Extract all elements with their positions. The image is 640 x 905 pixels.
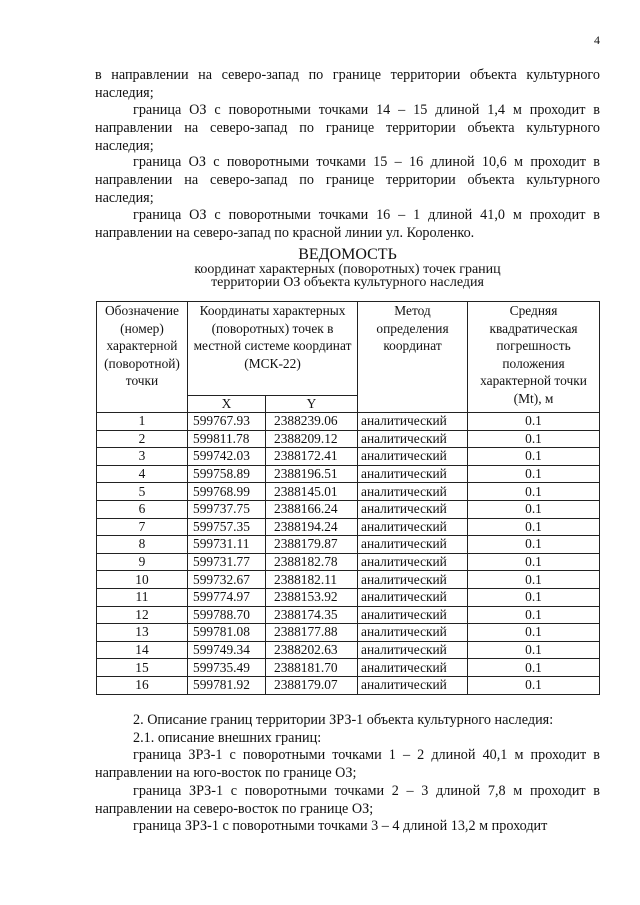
x-coordinate: 599757.35 xyxy=(188,518,266,536)
table-row xyxy=(97,518,600,536)
table-row xyxy=(97,448,600,466)
method: аналитический xyxy=(358,430,468,448)
y-coordinate: 2388182.78 xyxy=(266,553,358,571)
y-coordinate: 2388181.70 xyxy=(266,659,358,677)
method: аналитический xyxy=(358,500,468,518)
point-number: 13 xyxy=(97,624,188,642)
table-row xyxy=(97,676,600,694)
point-number: 14 xyxy=(97,641,188,659)
table-row xyxy=(97,641,600,659)
table-row xyxy=(97,483,600,501)
accuracy: 0.1 xyxy=(468,624,600,642)
accuracy: 0.1 xyxy=(468,659,600,677)
method: аналитический xyxy=(358,659,468,677)
accuracy: 0.1 xyxy=(468,588,600,606)
point-number: 1 xyxy=(97,413,188,431)
accuracy: 0.1 xyxy=(468,536,600,554)
coordinates-table xyxy=(96,301,600,695)
method: аналитический xyxy=(358,676,468,694)
point-number: 6 xyxy=(97,500,188,518)
point-number: 4 xyxy=(97,465,188,483)
x-coordinate: 599749.34 xyxy=(188,641,266,659)
x-coordinate: 599742.03 xyxy=(188,448,266,466)
y-coordinate: 2388239.06 xyxy=(266,413,358,431)
y-coordinate: 2388202.63 xyxy=(266,641,358,659)
point-number: 12 xyxy=(97,606,188,624)
table-row xyxy=(97,413,600,431)
y-coordinate: 2388196.51 xyxy=(266,465,358,483)
point-number: 2 xyxy=(97,430,188,448)
accuracy: 0.1 xyxy=(468,606,600,624)
point-number: 10 xyxy=(97,571,188,589)
method: аналитический xyxy=(358,448,468,466)
method: аналитический xyxy=(358,413,468,431)
x-coordinate: 599811.78 xyxy=(188,430,266,448)
point-number: 7 xyxy=(97,518,188,536)
statement-title: ВЕДОМОСТЬ xyxy=(298,246,397,263)
x-coordinate: 599781.08 xyxy=(188,624,266,642)
header-designation: Обозначение (номер) характерной (поворотной) точки xyxy=(97,302,188,413)
point-number: 9 xyxy=(97,553,188,571)
accuracy: 0.1 xyxy=(468,553,600,571)
section-paragraph: граница ЗРЗ-1 с поворотными точками 3 – 4 длиной 13,2 м проходит xyxy=(133,818,548,834)
accuracy: 0.1 xyxy=(468,430,600,448)
accuracy: 0.1 xyxy=(468,483,600,501)
accuracy: 0.1 xyxy=(468,518,600,536)
accuracy: 0.1 xyxy=(468,465,600,483)
table-row xyxy=(97,659,600,677)
method: аналитический xyxy=(358,483,468,501)
x-coordinate: 599735.49 xyxy=(188,659,266,677)
table-row xyxy=(97,606,600,624)
point-number: 15 xyxy=(97,659,188,677)
table-row xyxy=(97,430,600,448)
section-heading: 2. Описание границ территории ЗРЗ-1 объекта культурного наследия: xyxy=(133,712,554,728)
intro-paragraph: граница ОЗ с поворотными точками 15 – 16 длиной 10,6 м проходит в направлении на северо-запад по границе территории объекта культурного наследия; xyxy=(95,154,600,206)
statement-subtitle-1: координат характерных (поворотных) точек границ xyxy=(194,262,501,277)
x-coordinate: 599781.92 xyxy=(188,676,266,694)
point-number: 11 xyxy=(97,588,188,606)
method: аналитический xyxy=(358,624,468,642)
method: аналитический xyxy=(358,536,468,554)
method: аналитический xyxy=(358,641,468,659)
point-number: 8 xyxy=(97,536,188,554)
x-coordinate: 599767.93 xyxy=(188,413,266,431)
header-accuracy: Средняя квадратическая погрешность положения характерной точки (Mt), м xyxy=(468,302,600,413)
intro-paragraph: граница ОЗ с поворотными точками 14 – 15 длиной 1,4 м проходит в направлении на северо-запад по границе территории объекта культурного наследия; xyxy=(95,102,600,154)
intro-paragraph: в направлении на северо-запад по границе территории объекта культурного наследия; xyxy=(95,67,600,101)
method: аналитический xyxy=(358,553,468,571)
point-number: 5 xyxy=(97,483,188,501)
method: аналитический xyxy=(358,606,468,624)
statement-subtitle-2: территории ОЗ объекта культурного наследия xyxy=(211,275,484,290)
table-row xyxy=(97,571,600,589)
table-row xyxy=(97,465,600,483)
y-coordinate: 2388172.41 xyxy=(266,448,358,466)
accuracy: 0.1 xyxy=(468,571,600,589)
y-coordinate: 2388179.07 xyxy=(266,676,358,694)
y-coordinate: 2388177.88 xyxy=(266,624,358,642)
y-coordinate: 2388194.24 xyxy=(266,518,358,536)
y-coordinate: 2388209.12 xyxy=(266,430,358,448)
y-coordinate: 2388145.01 xyxy=(266,483,358,501)
point-number: 3 xyxy=(97,448,188,466)
y-coordinate: 2388153.92 xyxy=(266,588,358,606)
table-row xyxy=(97,500,600,518)
accuracy: 0.1 xyxy=(468,500,600,518)
method: аналитический xyxy=(358,571,468,589)
x-coordinate: 599774.97 xyxy=(188,588,266,606)
accuracy: 0.1 xyxy=(468,413,600,431)
x-coordinate: 599731.11 xyxy=(188,536,266,554)
y-coordinate: 2388182.11 xyxy=(266,571,358,589)
section-subheading: 2.1. описание внешних границ: xyxy=(133,730,322,746)
accuracy: 0.1 xyxy=(468,641,600,659)
intro-paragraph: граница ОЗ с поворотными точками 16 – 1 длиной 41,0 м проходит в направлении на северо-запад по красной линии ул. Короленко. xyxy=(95,207,600,241)
y-coordinate: 2388166.24 xyxy=(266,500,358,518)
y-coordinate: 2388174.35 xyxy=(266,606,358,624)
x-coordinate: 599737.75 xyxy=(188,500,266,518)
page-number: 4 xyxy=(594,33,600,47)
point-number: 16 xyxy=(97,676,188,694)
x-coordinate: 599788.70 xyxy=(188,606,266,624)
method: аналитический xyxy=(358,518,468,536)
x-coordinate: 599758.89 xyxy=(188,465,266,483)
header-x: X xyxy=(188,396,266,413)
method: аналитический xyxy=(358,465,468,483)
table-row xyxy=(97,588,600,606)
header-coordinates: Координаты характерных (поворотных) точек в местной системе координат (МСК-22) xyxy=(188,302,358,396)
y-coordinate: 2388179.87 xyxy=(266,536,358,554)
statement-title-block xyxy=(95,247,600,289)
section-paragraph: граница ЗРЗ-1 с поворотными точками 2 – 3 длиной 7,8 м проходит в направлении на северо-восток по границе ОЗ; xyxy=(95,783,600,817)
x-coordinate: 599732.67 xyxy=(188,571,266,589)
table-row xyxy=(97,536,600,554)
header-method: Метод определения координат xyxy=(358,302,468,413)
x-coordinate: 599731.77 xyxy=(188,553,266,571)
header-y: Y xyxy=(266,396,358,413)
table-row xyxy=(97,553,600,571)
accuracy: 0.1 xyxy=(468,676,600,694)
table-row xyxy=(97,624,600,642)
section-paragraph: граница ЗРЗ-1 с поворотными точками 1 – 2 длиной 40,1 м проходит в направлении на юго-восток по границе ОЗ; xyxy=(95,747,600,781)
accuracy: 0.1 xyxy=(468,448,600,466)
x-coordinate: 599768.99 xyxy=(188,483,266,501)
method: аналитический xyxy=(358,588,468,606)
